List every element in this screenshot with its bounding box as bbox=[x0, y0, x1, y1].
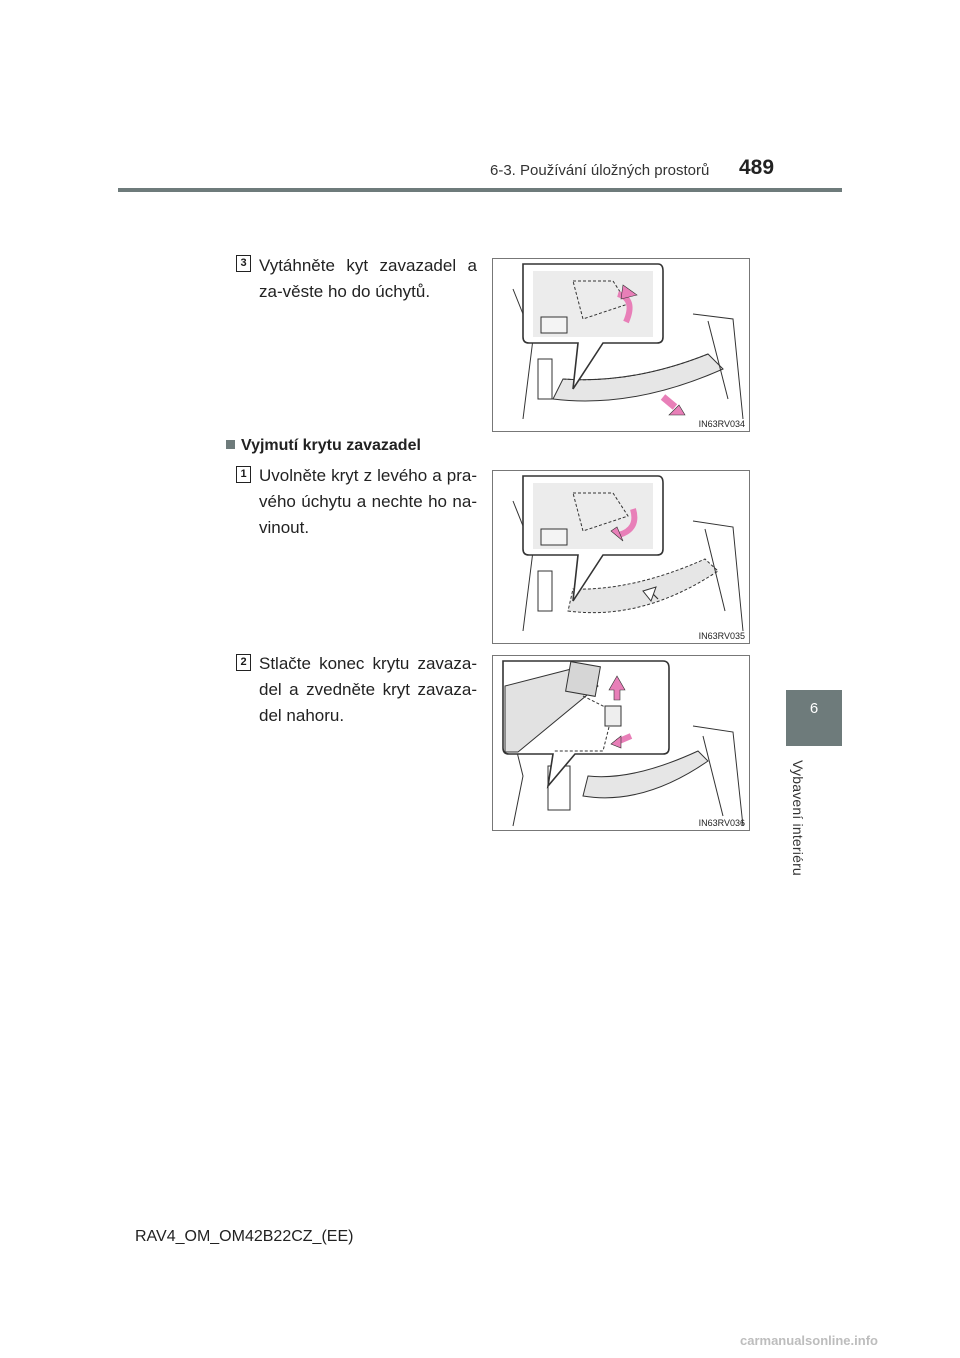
footer-model-code: RAV4_OM_OM42B22CZ_(EE) bbox=[135, 1228, 354, 1245]
heading-square-icon bbox=[226, 440, 235, 449]
figure-illustration bbox=[492, 470, 750, 644]
header-section-title: 6-3. Používání úložných prostorů bbox=[490, 162, 710, 179]
watermark: carmanualsonline.info bbox=[740, 1333, 878, 1348]
chapter-tab bbox=[786, 690, 842, 746]
figure-code: IN63RV034 bbox=[698, 419, 745, 429]
header-rule bbox=[118, 188, 842, 192]
cargo-cover-pull-illustration bbox=[493, 259, 749, 431]
step-text: Stlačte konec krytu zavaza-del a zvedněte kryt zavaza-del nahoru. bbox=[259, 654, 477, 725]
figure-illustration bbox=[492, 258, 750, 432]
section-heading bbox=[226, 437, 421, 455]
figure-code: IN63RV035 bbox=[698, 631, 745, 641]
cargo-cover-release-illustration bbox=[493, 471, 749, 643]
page-number: 489 bbox=[739, 156, 775, 179]
step-number-badge: 3 bbox=[236, 255, 251, 272]
figure-code: IN63RV036 bbox=[698, 818, 745, 828]
section-heading-text: Vyjmutí krytu zavazadel bbox=[241, 437, 421, 454]
step-text: Vytáhněte kyt zavazadel a za-věste ho do úchytů. bbox=[259, 256, 477, 301]
chapter-label: Vybavení interiéru bbox=[790, 760, 806, 876]
step-text: Uvolněte kryt z levého a pra-vého úchytu a nechte ho na-vinout. bbox=[259, 466, 477, 537]
cargo-cover-lift-illustration bbox=[493, 656, 749, 830]
step-number-badge: 1 bbox=[236, 466, 251, 483]
step-number-badge: 2 bbox=[236, 654, 251, 671]
figure-illustration bbox=[492, 655, 750, 831]
chapter-number: 6 bbox=[809, 700, 819, 717]
